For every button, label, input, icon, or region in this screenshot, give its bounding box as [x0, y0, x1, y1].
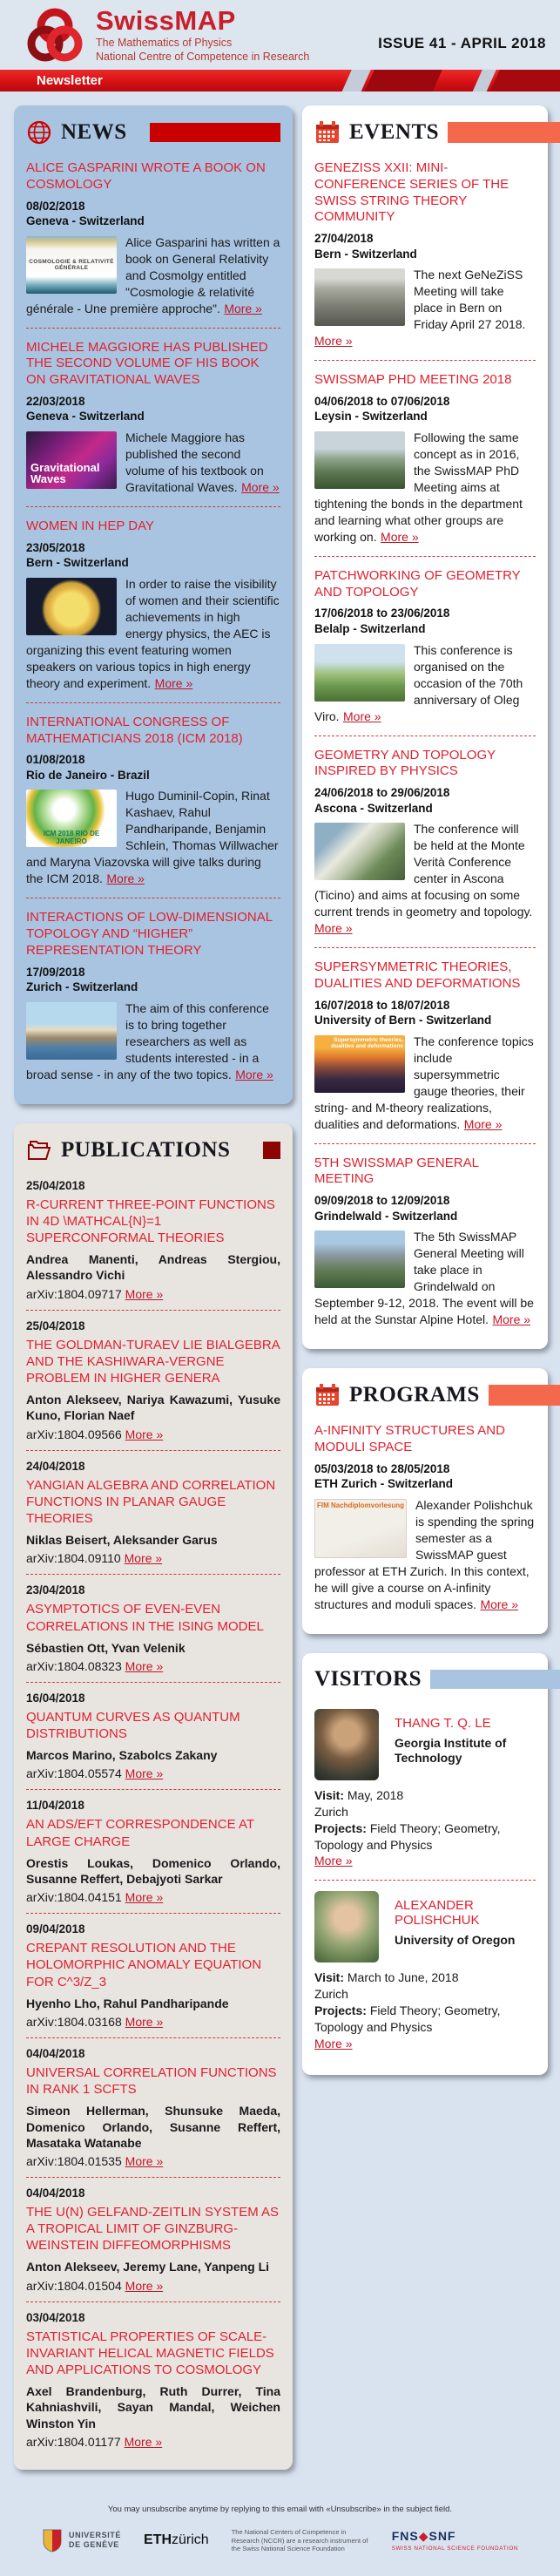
- visitors-header-bar: [430, 1670, 560, 1689]
- unige-logo[interactable]: [42, 2528, 121, 2552]
- events-item-more-link[interactable]: More »: [492, 1312, 531, 1327]
- news-item-text: In order to raise the visibility of women and their scientific achievements in high energy physics, the AEC is organizing this event featuring women speakers on various topics in high energy theory and experiment.: [26, 576, 280, 690]
- publication-arxiv-line: [26, 1551, 280, 1565]
- events-item-title[interactable]: SUPERSYMMETRIC THEORIES, DUALITIES AND DEFORMATIONS: [314, 959, 521, 991]
- events-item: [314, 1143, 536, 1338]
- publication-item: [26, 1450, 280, 1575]
- publication-authors: Andrea Manenti, Andreas Stergiou, Alessandro Vichi: [26, 1252, 280, 1283]
- news-item-date: 23/05/2018: [26, 540, 85, 554]
- publication-authors: Axel Brandenburg, Ruth Durrer, Tina Kahniashvili, Sayan Mandal, Weichen Winston Yin: [26, 2384, 280, 2430]
- publication-authors: Niklas Beisert, Aleksander Garus: [26, 1533, 218, 1548]
- news-item-title[interactable]: WOMEN IN HEP DAY: [26, 518, 154, 533]
- snf-subtitle: SWISS NATIONAL SCIENCE FOUNDATION: [391, 2545, 518, 2552]
- eth-logo[interactable]: [144, 2532, 209, 2548]
- publication-more-link[interactable]: More »: [125, 1890, 164, 1905]
- events-section-header: [314, 119, 536, 146]
- publication-authors: Anton Alekseev, Nariya Kawazumi, Yusuke Kuno, Florian Naef: [26, 1393, 280, 1423]
- news-list: [26, 153, 280, 1092]
- publication-arxiv-id: arXiv:1804.01177: [26, 2434, 121, 2449]
- snf-logo-mark: [392, 2529, 518, 2544]
- publication-more-link[interactable]: More »: [125, 1286, 164, 1301]
- publication-title[interactable]: STATISTICAL PROPERTIES OF SCALE-INVARIANT HELICAL MAGNETIC FIELDS AND APPLICATIONS TO COSMOLOGY: [26, 2329, 274, 2378]
- publication-arxiv-id: arXiv:1804.05574: [26, 1766, 122, 1781]
- publication-title[interactable]: CREPANT RESOLUTION AND THE HOLOMORPHIC ANOMALY EQUATION FOR C^3/Z_3: [26, 1941, 262, 1990]
- visitor-affiliation: Georgia Institute of Technology: [395, 1735, 507, 1766]
- projects-label: Projects:: [314, 2003, 367, 2018]
- news-item-body: [26, 788, 280, 887]
- news-item-body: [26, 430, 280, 496]
- publication-arxiv-id: arXiv:1804.01504: [26, 2278, 122, 2293]
- projects-value: Field Theory; Geometry, Topology and Physics: [314, 2003, 501, 2035]
- news-item-location: Zurich - Switzerland: [26, 980, 138, 994]
- header: [0, 0, 560, 70]
- news-item-location: Bern - Switzerland: [26, 556, 129, 570]
- news-item-image: [26, 431, 117, 489]
- events-item-title[interactable]: 5TH SWISSMAP GENERAL MEETING: [314, 1155, 479, 1187]
- news-item-image-caption: COSMOLOGIE & RELATIVITÉ GÉNÉRALE: [29, 258, 114, 271]
- publication-date: 11/04/2018: [26, 1799, 84, 1813]
- news-item: [26, 506, 280, 701]
- publication-more-link[interactable]: More »: [125, 1658, 164, 1673]
- news-item: [26, 898, 280, 1091]
- events-item-image: [314, 1035, 405, 1093]
- footer-logos: [0, 2528, 560, 2553]
- publications-section-header: [26, 1137, 280, 1163]
- publication-arxiv-line: [26, 2435, 280, 2449]
- nccr-note: The National Centers of Competence in Research (NCCR) are a research instrument of the Swiss National Science Foundation: [231, 2527, 368, 2553]
- publication-title[interactable]: R-CURRENT THREE-POINT FUNCTIONS IN 4D \MATHCAL{N}=1 SUPERCONFORMAL THEORIES: [26, 1196, 275, 1246]
- events-item-location: Leysin - Switzerland: [314, 410, 428, 424]
- visitor-details: [314, 1969, 536, 2051]
- visitor-name[interactable]: THANG T. Q. LE: [395, 1715, 491, 1731]
- events-item-location: University of Bern - Switzerland: [314, 1013, 492, 1027]
- brand-block: [96, 7, 309, 64]
- news-item-more-link[interactable]: More »: [235, 1067, 273, 1081]
- brand-title: SwissMAP: [96, 5, 236, 36]
- publication-more-link[interactable]: More »: [125, 2153, 164, 2168]
- publication-item: [26, 2037, 280, 2177]
- publication-title[interactable]: ASYMPTOTICS OF EVEN-EVEN CORRELATIONS IN THE ISING MODEL: [26, 1602, 264, 1634]
- visit-value: March to June, 2018: [347, 1970, 459, 1985]
- news-item-text: Hugo Duminil-Copin, Rinat Kashaev, Rahul Pandharipande, Benjamin Schlein, Thomas Willwacher and Maryna Viazovska will give talks during the ICM 2018.: [26, 789, 279, 886]
- events-item: [314, 360, 536, 554]
- news-item-body: [26, 1000, 280, 1083]
- unige-crest-icon: [42, 2528, 63, 2552]
- visitors-list: [314, 1698, 536, 2063]
- events-header-bar: [448, 122, 560, 143]
- news-item-location: Geneva - Switzerland: [26, 410, 145, 424]
- visitor-item: [314, 1698, 536, 1880]
- publication-more-link[interactable]: More »: [125, 2014, 164, 2029]
- visit-label: Visit:: [314, 1970, 344, 1985]
- publication-arxiv-id: arXiv:1804.09717: [26, 1286, 122, 1301]
- publication-arxiv-line: [26, 2279, 280, 2293]
- news-item-date: 22/03/2018: [26, 394, 85, 408]
- visitor-visit-line: [314, 1787, 536, 1804]
- events-item-title[interactable]: PATCHWORKING OF GEOMETRY AND TOPOLOGY: [314, 567, 521, 600]
- brand-tagline-2: National Centre of Competence in Research: [96, 51, 310, 64]
- visitor-row: [314, 1891, 536, 1963]
- events-item-more-link[interactable]: More »: [314, 921, 353, 936]
- visit-label: Visit:: [314, 1787, 344, 1802]
- events-item-location: Belalp - Switzerland: [314, 621, 426, 635]
- events-item-image: [314, 431, 405, 489]
- news-item-text: Michele Maggiore has published the second volume of his textbook on Gravitational Waves.: [125, 430, 264, 494]
- events-item-title[interactable]: SWISSMAP PHD MEETING 2018: [314, 372, 512, 388]
- news-item: [26, 153, 280, 326]
- visitors-heading: VISITORS: [314, 1666, 422, 1691]
- events-item-date: 27/04/2018: [314, 232, 374, 245]
- visitor-row: [314, 1709, 536, 1780]
- events-item-text: The conference topics include supersymmetric gauge theories, their string- and M-theory realizations, dualities and deformations.: [314, 1034, 534, 1131]
- publication-arxiv-id: arXiv:1804.09566: [26, 1427, 122, 1441]
- brand-tagline-1: The Mathematics of Physics: [96, 37, 233, 49]
- programs-section: [302, 1368, 548, 1634]
- events-item-date: 24/06/2018 to 29/06/2018: [314, 786, 450, 800]
- newsletter-banner: [0, 70, 560, 92]
- snf-separator: ◆: [418, 2529, 429, 2544]
- visitor-projects-line: [314, 1820, 536, 1854]
- publication-more-link[interactable]: More »: [125, 1766, 164, 1781]
- left-column: [14, 105, 293, 2489]
- programs-list: [314, 1415, 536, 1622]
- news-item: [26, 328, 280, 505]
- events-item-more-link[interactable]: More »: [314, 334, 353, 349]
- events-item-text: The conference will be held at the Monte Verità Conference center in Ascona (Ticino) and aims at focusing on some current trends in geometry and topology.: [314, 822, 533, 919]
- news-item-location: Rio de Janeiro - Brazil: [26, 768, 150, 782]
- swissmap-logo-icon: [24, 5, 85, 68]
- visitor-id-block: [395, 1891, 536, 1949]
- programs-item-date: 05/03/2018 to 28/05/2018: [314, 1461, 450, 1475]
- news-item-image: [26, 578, 117, 635]
- content-columns: [0, 92, 560, 2489]
- news-item-title[interactable]: ALICE GASPARINI WROTE A BOOK ON COSMOLOGY: [26, 160, 266, 192]
- events-item-date: 17/06/2018 to 23/06/2018: [314, 607, 450, 620]
- programs-item-location: ETH Zurich - Switzerland: [314, 1477, 454, 1491]
- visitors-section: [302, 1653, 548, 2075]
- news-item-location: Geneva - Switzerland: [26, 214, 145, 228]
- visitor-more-link[interactable]: More »: [314, 1854, 353, 1868]
- news-item-image: [26, 236, 117, 294]
- visitor-city: Zurich: [314, 1804, 348, 1819]
- visitor-affiliation: University of Oregon: [395, 1933, 516, 1948]
- publication-date: 23/04/2018: [26, 1583, 85, 1597]
- publication-item: [26, 2301, 280, 2457]
- news-item-text: Alice Gasparini has written a book on General Relativity and Cosmolgy entitled "Cosmologie & relativité générale - Une première approche".: [26, 234, 280, 315]
- events-item: [314, 736, 536, 946]
- events-item-title[interactable]: GENEZISS XXII: MINI-CONFERENCE SERIES OF THE SWISS STRING THEORY COMMUNITY: [314, 160, 509, 225]
- eth-logo-rest: zürich: [172, 2532, 209, 2548]
- programs-section-header: [314, 1382, 536, 1408]
- events-item: [314, 153, 536, 358]
- news-header-bar: [150, 123, 280, 142]
- snf-left: FNS: [391, 2529, 419, 2544]
- visitor-name[interactable]: ALEXANDER POLISHCHUK: [395, 1898, 480, 1929]
- events-item-more-link[interactable]: More »: [381, 529, 419, 544]
- publication-date: 25/04/2018: [26, 1319, 85, 1332]
- events-item-text: The next GeNeZiSS Meeting will take place in Bern on Friday April 27 2018.: [414, 268, 526, 332]
- programs-item-image-caption: FIM Nachdiplomvorlesung: [317, 1501, 405, 1509]
- news-item-more-link[interactable]: More »: [224, 301, 262, 315]
- programs-item: [314, 1415, 536, 1622]
- events-item-text: The 5th SwissMAP General Meeting will take place in Grindelwald on September 9-12, 2018. The event will be held at the Sunstar Alpine Hotel.: [314, 1230, 534, 1327]
- publications-section: [14, 1123, 293, 2470]
- issue-label: ISSUE 41 - APRIL 2018: [378, 35, 546, 51]
- news-item: [26, 702, 280, 897]
- right-column: [302, 105, 548, 2094]
- events-item-image-caption: Supersymmetric theories, dualities and deformations: [331, 1036, 403, 1050]
- news-item-body: [26, 234, 280, 317]
- publication-arxiv-line: [26, 1659, 280, 1673]
- visitor-projects-line: [314, 2003, 536, 2036]
- events-item-body: [314, 267, 536, 349]
- visitor-details: [314, 1787, 536, 1869]
- publication-date: 25/04/2018: [26, 1178, 85, 1192]
- publication-more-link[interactable]: More »: [124, 2434, 163, 2449]
- publication-arxiv-id: arXiv:1804.08323: [26, 1658, 122, 1673]
- publication-date: 03/04/2018: [26, 2310, 85, 2324]
- events-item-text: Following the same concept as in 2016, the SwissMAP PhD Meeting aims at tightening the bonds in the department and learning what other groups are working on.: [314, 430, 523, 544]
- publication-arxiv-id: arXiv:1804.04151: [26, 1890, 122, 1905]
- publication-more-link[interactable]: More »: [124, 1551, 163, 1566]
- news-item-date: 08/02/2018: [26, 199, 85, 213]
- news-item-image: [26, 1002, 117, 1060]
- visitor-city: Zurich: [314, 1987, 348, 2002]
- publication-arxiv-line: [26, 2015, 280, 2029]
- visitor-photo: [314, 1891, 379, 1963]
- publication-arxiv-line: [26, 1287, 280, 1301]
- visitors-section-header: [314, 1667, 536, 1691]
- publication-title[interactable]: THE U(N) GELFAND-ZEITLIN SYSTEM AS A TROPICAL LIMIT OF GINZBURG-WEINSTEIN DIFFEOMORPHISMS: [26, 2204, 280, 2254]
- snf-logo[interactable]: [392, 2529, 518, 2552]
- events-item-body: [314, 821, 536, 937]
- events-item-more-link[interactable]: More »: [463, 1116, 503, 1131]
- publication-item: [26, 1310, 280, 1450]
- publication-authors: Marcos Marino, Szabolcs Zakany: [26, 1748, 218, 1763]
- news-item-text: The aim of this conference is to bring together researchers as well as students interested - in a broad sense - in any of the two topics.: [26, 1000, 269, 1081]
- events-item-body: [314, 642, 536, 725]
- events-heading: EVENTS: [349, 120, 440, 144]
- events-item-body: [314, 1034, 536, 1133]
- events-item-title[interactable]: GEOMETRY AND TOPOLOGY INSPIRED BY PHYSICS: [314, 747, 496, 779]
- publications-header-square: [263, 1142, 280, 1159]
- publication-date: 04/04/2018: [26, 2186, 85, 2200]
- programs-item-text: Alexander Polishchuk is spending the spring semester as a SwissMAP guest professor at ETH Zurich. In this context, he will give a course on A-infinity structures and moduli spaces.: [314, 1497, 535, 1611]
- folder-icon: [26, 1137, 52, 1163]
- news-section-header: [26, 119, 280, 146]
- publication-authors: Orestis Loukas, Domenico Orlando, Susanne Reffert, Debajyoti Sarkar: [26, 1855, 280, 1887]
- publication-item: [26, 1789, 280, 1913]
- publication-arxiv-id: arXiv:1804.09110: [26, 1551, 121, 1566]
- snf-right: SNF: [428, 2529, 456, 2544]
- publication-arxiv-line: [26, 2154, 280, 2168]
- programs-item-more-link[interactable]: More »: [480, 1596, 519, 1611]
- calendar-icon: [314, 1382, 341, 1408]
- publication-title[interactable]: QUANTUM CURVES AS QUANTUM DISTRIBUTIONS: [26, 1709, 240, 1742]
- projects-label: Projects:: [314, 1820, 367, 1835]
- events-item-text: This conference is organised on the occasion of the 70th anniversary of Oleg Viro.: [314, 642, 523, 723]
- footer: [0, 2489, 560, 2576]
- visit-value: May, 2018: [347, 1787, 404, 1802]
- visitor-photo: [314, 1709, 379, 1780]
- events-item-location: Grindelwald - Switzerland: [314, 1209, 458, 1223]
- publication-date: 16/04/2018: [26, 1691, 85, 1705]
- eth-logo-bold: ETH: [144, 2532, 172, 2548]
- publication-arxiv-id: arXiv:1804.03168: [26, 2014, 122, 2029]
- events-item-location: Bern - Switzerland: [314, 247, 417, 261]
- publication-arxiv-id: arXiv:1804.01535: [26, 2153, 122, 2168]
- events-section: [302, 105, 548, 1349]
- publication-arxiv-line: [26, 1427, 280, 1441]
- programs-header-bar: [489, 1385, 560, 1406]
- publication-title[interactable]: UNIVERSAL CORRELATION FUNCTIONS IN RANK 1 SCFTS: [26, 2064, 277, 2098]
- news-item-title[interactable]: MICHELE MAGGIORE HAS PUBLISHED THE SECOND VOLUME OF HIS BOOK ON GRAVITATIONAL WAVES: [26, 339, 268, 388]
- publication-authors: Anton Alekseev, Jeremy Lane, Yanpeng Li: [26, 2260, 270, 2274]
- publication-authors: Simeon Hellerman, Shunsuke Maeda, Domenico Orlando, Susanne Reffert, Masataka Watanabe: [26, 2104, 280, 2150]
- news-item-date: 17/09/2018: [26, 965, 85, 979]
- publication-item: [26, 1682, 280, 1790]
- events-item-date: 04/06/2018 to 07/06/2018: [314, 394, 450, 408]
- events-item-image: [314, 823, 405, 880]
- events-item-body: [314, 430, 536, 546]
- publication-title[interactable]: THE GOLDMAN-TURAEV LIE BIALGEBRA AND THE KASHIWARA-VERGNE PROBLEM IN HIGHER GENERA: [26, 1337, 280, 1386]
- publication-arxiv-line: [26, 1766, 280, 1780]
- events-item-date: 09/09/2018 to 12/09/2018: [314, 1194, 450, 1208]
- publication-authors: Hyenho Lho, Rahul Pandharipande: [26, 1996, 229, 2010]
- programs-item-image: [314, 1499, 407, 1558]
- projects-value: Field Theory; Geometry, Topology and Physics: [314, 1820, 501, 1852]
- events-item-image: [314, 268, 405, 326]
- unige-logo-text: [69, 2531, 121, 2551]
- visitor-id-block: [395, 1709, 536, 1766]
- publication-item: [26, 1574, 280, 1682]
- news-item-image: [26, 790, 117, 847]
- visitor-visit-line: [314, 1969, 536, 1986]
- publication-item: [26, 1170, 280, 1310]
- events-item-image: [314, 644, 405, 702]
- programs-heading: PROGRAMS: [349, 1383, 480, 1407]
- publication-arxiv-line: [26, 1890, 280, 1904]
- news-item-image-caption: ICM 2018 RIO DE JANEIRO: [43, 830, 100, 846]
- publication-more-link[interactable]: More »: [125, 1427, 164, 1441]
- unsubscribe-note: You may unsubscribe anytime by replying to this email with «Unsubscribe» in the subject field.: [107, 2504, 453, 2514]
- visitor-item: [314, 1880, 536, 2062]
- publication-title[interactable]: YANGIAN ALGEBRA AND CORRELATION FUNCTIONS IN PLANAR GAUGE THEORIES: [26, 1477, 276, 1526]
- news-item-more-link[interactable]: More »: [241, 479, 280, 494]
- news-item-more-link[interactable]: More »: [106, 871, 145, 886]
- events-item-location: Ascona - Switzerland: [314, 801, 433, 815]
- publication-item: [26, 1913, 280, 2037]
- unige-line1: UNIVERSITÉ: [69, 2531, 122, 2540]
- events-list: [314, 153, 536, 1337]
- programs-item-title[interactable]: A-INFINITY STRUCTURES AND MODULI SPACE: [314, 1423, 505, 1455]
- globe-icon: [26, 119, 52, 146]
- events-item-body: [314, 1229, 536, 1328]
- unige-line2: DE GENÈVE: [69, 2540, 119, 2550]
- visitor-more-link[interactable]: More »: [314, 2036, 353, 2051]
- news-item-image-caption: Gravitational Waves: [30, 460, 100, 486]
- events-item-date: 16/07/2018 to 18/07/2018: [314, 998, 450, 1012]
- news-section: [14, 105, 293, 1104]
- banner-label: Newsletter: [37, 73, 103, 88]
- publication-date: 04/04/2018: [26, 2046, 85, 2060]
- news-heading: NEWS: [61, 120, 127, 144]
- publications-heading: PUBLICATIONS: [61, 1137, 231, 1162]
- news-item-title[interactable]: INTERACTIONS OF LOW-DIMENSIONAL TOPOLOGY AND “HIGHER” REPRESENTATION THEORY: [26, 910, 273, 958]
- publication-more-link[interactable]: More »: [125, 2278, 164, 2293]
- calendar-icon: [314, 119, 341, 146]
- news-item-body: [26, 576, 280, 692]
- events-item-image: [314, 1230, 405, 1288]
- events-item: [314, 556, 536, 734]
- publications-list: [26, 1170, 280, 2457]
- publication-date: 09/04/2018: [26, 1922, 85, 1936]
- publication-date: 24/04/2018: [26, 1459, 85, 1473]
- publication-title[interactable]: AN ADS/EFT CORRESPONDENCE AT LARGE CHARGE: [26, 1817, 254, 1849]
- events-item-more-link[interactable]: More »: [343, 708, 381, 723]
- publication-item: [26, 2177, 280, 2301]
- news-item-more-link[interactable]: More »: [154, 675, 193, 690]
- news-item-date: 01/08/2018: [26, 753, 85, 767]
- publication-authors: Sébastien Ott, Yvan Velenik: [26, 1640, 186, 1655]
- news-item-title[interactable]: INTERNATIONAL CONGRESS OF MATHEMATICIANS 2018 (ICM 2018): [26, 714, 243, 746]
- events-item: [314, 947, 536, 1142]
- programs-item-body: [314, 1497, 536, 1613]
